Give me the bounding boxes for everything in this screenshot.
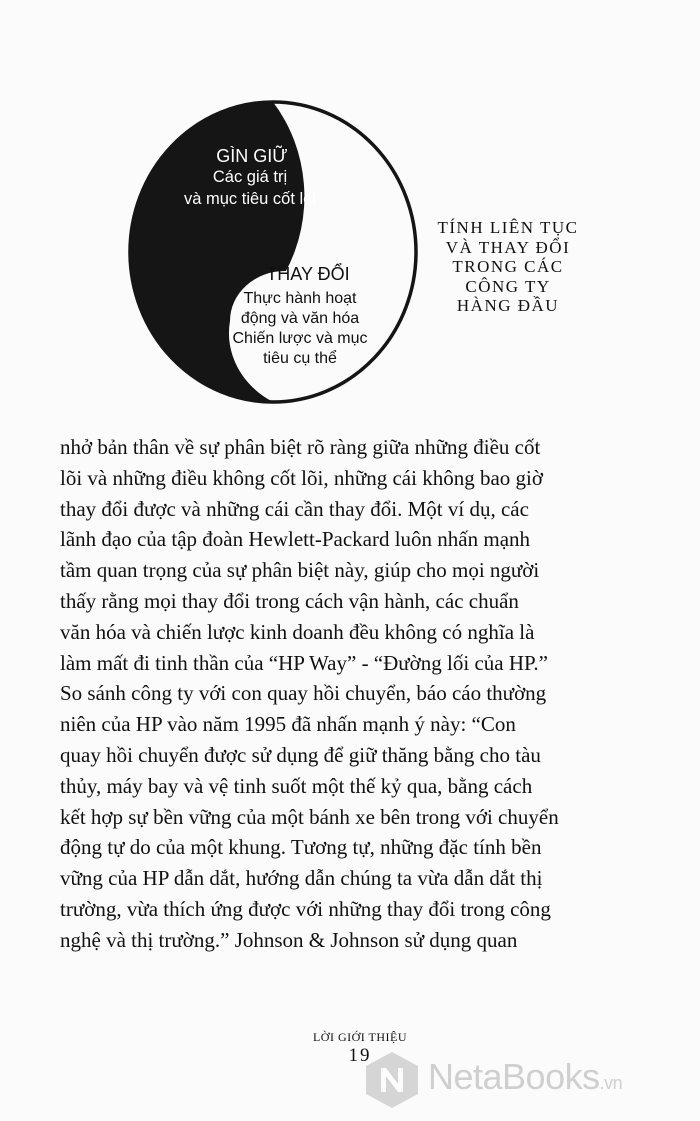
watermark-text <box>428 1056 622 1098</box>
body-line: trường, vừa thích ứng được với những thay đổi trong công <box>60 896 551 921</box>
body-line: lãnh đạo của tập đoàn Hewlett-Packard luôn nhấn mạnh <box>60 527 531 552</box>
page-number: 19 <box>348 1045 372 1066</box>
core-title: GÌN GIỮ <box>216 146 288 166</box>
change-line: tiêu cụ thể <box>263 350 337 367</box>
body-line: niên của HP vào năm 1995 đã nhấn mạnh ý này: “Con <box>60 712 516 737</box>
diagram-caption <box>428 218 588 316</box>
caption-line: VÀ THAY ĐỔI <box>445 237 571 257</box>
body-line: nhở bản thân về sự phân biệt rõ ràng giữa những điều cốt <box>60 435 541 459</box>
body-line: tầm quan trọng của sự phân biệt này, giúp cho mọi người <box>60 558 540 583</box>
body-line: So sánh công ty với con quay hồi chuyển, báo cáo thường <box>60 681 547 706</box>
body-line: vững của HP dẫn dắt, hướng dẫn chúng ta vừa dẫn dắt thị <box>60 866 543 891</box>
body-paragraph <box>60 432 680 956</box>
change-line: Thực hành hoạt <box>243 290 357 307</box>
change-line: động và văn hóa <box>240 310 360 327</box>
chapter-title: LỜI GIỚI THIỆU <box>312 1030 408 1044</box>
netabooks-watermark <box>362 1050 692 1110</box>
watermark-suffix: .vn <box>599 1073 623 1093</box>
body-line: nghệ và thị trường.” Johnson & Johnson sử dụng quan <box>60 927 518 952</box>
body-line: kết hợp sự bền vững của một bánh xe bên trong với chuyển <box>60 804 559 829</box>
caption-line: TÍNH LIÊN TỤC <box>437 218 579 237</box>
caption-line: CÔNG TY <box>465 276 551 296</box>
body-line: làm mất đi tinh thần của “HP Way” - “Đường lối của HP.” <box>60 650 548 675</box>
body-line: quay hồi chuyển được sử dụng để giữ thăng bằng cho tàu <box>60 742 541 767</box>
body-line: động tự do của một khung. Tương tự, những đặc tính bền <box>60 835 542 860</box>
body-line: thấy rằng mọi thay đổi trong cách vận hành, các chuẩn <box>60 588 519 613</box>
core-line: Các giá trị <box>212 168 288 186</box>
core-line: và mục tiêu cốt lõi <box>183 190 317 208</box>
body-line: thay đổi được và những cái cần thay đổi. Một ví dụ, các <box>60 496 529 521</box>
watermark-brand: NetaBooks <box>428 1056 600 1097</box>
body-line: văn hóa và chiến lược kinh doanh đều không có nghĩa là <box>60 619 535 644</box>
change-title: THAY ĐỔI <box>266 264 350 284</box>
change-line: Chiến lược và mục <box>232 330 368 347</box>
netabooks-logo-icon <box>362 1050 422 1110</box>
caption-line: HÀNG ĐẦU <box>456 296 560 315</box>
body-line: thủy, máy bay và vệ tinh suốt một thế kỷ qua, bằng cách <box>60 773 533 798</box>
body-line: lõi và những điều không cốt lõi, những cái không bao giờ <box>60 465 543 490</box>
caption-line: TRONG CÁC <box>452 257 564 276</box>
